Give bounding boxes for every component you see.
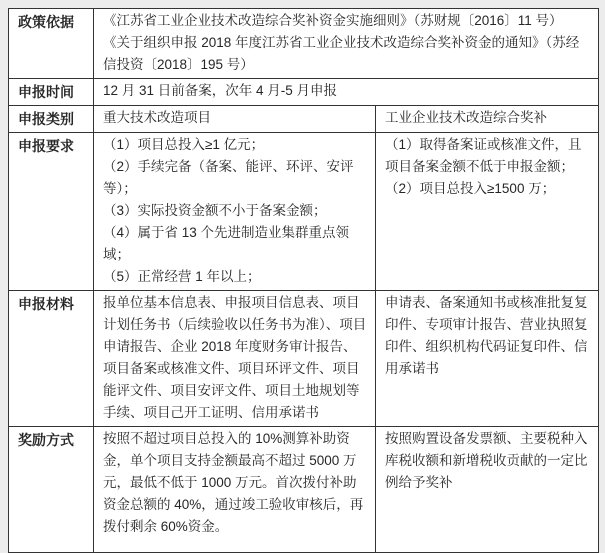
row-header-apply-materials: 申报材料 [9, 291, 94, 427]
table-row-reward-method [9, 427, 599, 553]
row-header-apply-requirements: 申报要求 [9, 133, 94, 291]
reward-method-major-project-cell: 按照不超过项目总投入的 10%测算补助资金，单个项目支持金额最高不超过 5000 万元，最低不低于 1000 万元。首次拨付补助资金总额的 40%，通过竣工验收审核后，再拨付剩余 60%资金。 [94, 427, 376, 553]
apply-category-major-project-cell: 重大技术改造项目 [94, 106, 376, 133]
reward-method-comprehensive-award-cell: 按照购置设备发票额、主要税种入库税收额和新增税收贡献的一定比例给予奖补 [376, 427, 599, 553]
requirement-item: （1）取得备案证或核准文件，且项目备案金额不低于申报金额； [385, 137, 582, 174]
table-row-apply-category [9, 106, 599, 133]
table-row-apply-materials [9, 291, 599, 427]
apply-materials-comprehensive-award-cell: 申请表、备案通知书或核准批复复印件、专项审计报告、营业执照复印件、组织机构代码证复印件、信用承诺书 [376, 291, 599, 427]
apply-time-cell: 12 月 31 日前备案，次年 4 月-5 月申报 [94, 79, 599, 106]
requirement-item: （4）属于省 13 个先进制造业集群重点领域； [103, 225, 350, 262]
row-header-apply-time: 申报时间 [9, 79, 94, 106]
requirement-item: （2）项目总投入≥1500 万； [385, 181, 556, 196]
requirement-item: （2）手续完备（备案、能评、环评、安评等）； [103, 159, 354, 196]
apply-requirements-major-project-cell [94, 133, 376, 291]
policy-basis-cell [94, 9, 599, 79]
requirement-item: （1）项目总投入≥1 亿元； [103, 137, 265, 152]
policy-basis-line-1: 《江苏省工业企业技术改造综合奖补资金实施细则》（苏财规〔2016〕11 号） [103, 13, 563, 28]
apply-category-comprehensive-award-cell: 工业企业技术改造综合奖补 [376, 106, 599, 133]
table-row-apply-time [9, 79, 599, 106]
requirement-item: （5）正常经营 1 年以上； [103, 269, 261, 284]
apply-materials-major-project-cell: 报单位基本信息表、申报项目信息表、项目计划任务书（后续验收以任务书为准）、项目申请报告、企业 2018 年度财务审计报告、项目备案或核准文件、项目环评文件、项目能评文件、项目安评文件、项目土地规划等手续、项目己开工证明、信用承诺书 [94, 291, 376, 427]
policy-basis-line-2: 《关于组织申报 2018 年度江苏省工业企业技术改造综合奖补资金的通知》（苏经信投资〔2018〕195 号） [103, 35, 580, 72]
row-header-reward-method: 奖励方式 [9, 427, 94, 553]
apply-requirements-comprehensive-award-cell [376, 133, 599, 291]
row-header-apply-category: 申报类别 [9, 106, 94, 133]
row-header-policy-basis: 政策依据 [9, 9, 94, 79]
policy-info-table [8, 8, 599, 553]
table-row-apply-requirements [9, 133, 599, 291]
table-row-policy-basis [9, 9, 599, 79]
requirement-item: （3）实际投资金额不小于备案金额； [103, 203, 327, 218]
